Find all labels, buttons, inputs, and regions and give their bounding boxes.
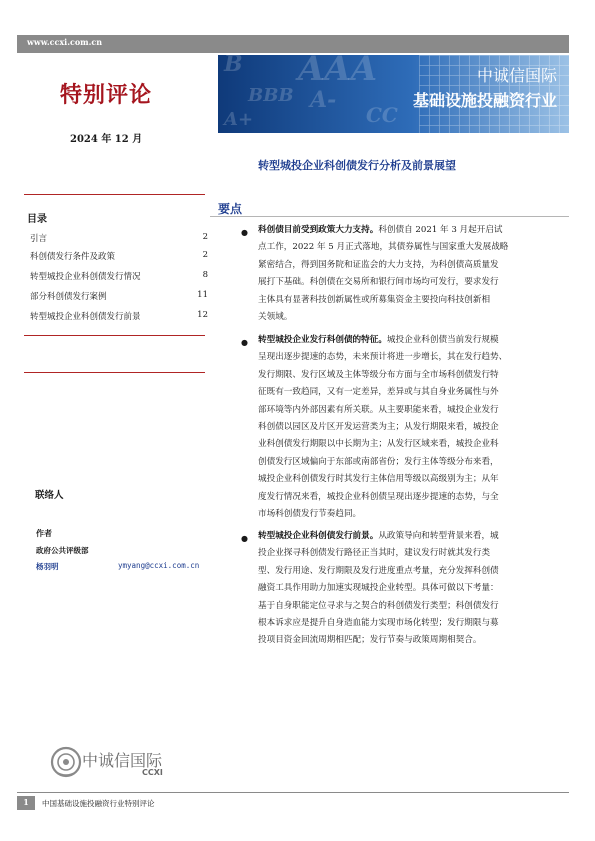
key-point-text: 展打下基础。科创债在交易所和银行间市场均可发行，要求发行 xyxy=(258,277,499,288)
key-point-text: 发行期限、发行区域及主体等级分布方面与全市场科创债发行特 xyxy=(258,369,499,380)
toc-item[interactable] xyxy=(30,290,208,302)
key-point-text: 紧密结合，得到国务院和证监会的大力支持，为科创债高质量发 xyxy=(258,259,499,270)
key-point-lead: 科创债目前受到政策大力支持。 xyxy=(258,225,379,235)
footer-rule xyxy=(17,792,569,793)
key-point-lead: 转型城投企业发行科创债的特征。 xyxy=(258,335,387,345)
banner-letter: B xyxy=(224,55,243,77)
key-point-text: 城投企业科创债发行时其发行主体信用等级以高级别为主；从年 xyxy=(258,474,499,485)
key-point-text: 从政策导向和转型背景来看，城 xyxy=(378,531,499,541)
banner-letter: BBB xyxy=(248,85,294,106)
toc-item-label: 转型城投企业科创债发行情况 xyxy=(30,272,141,282)
toc-item-page: 8 xyxy=(202,270,208,280)
author-department: 政府公共评级部 xyxy=(36,546,89,555)
key-point-text: 征既有一致趋同，又有一定差异，差异或与其自身业务属性与外 xyxy=(258,387,499,398)
page-number: 1 xyxy=(23,797,29,807)
key-point-lead: 转型城投企业科创债发行前景。 xyxy=(258,531,379,541)
key-point-text: 部环境等内外部因素有所关联。从主要职能来看，城投企业发行 xyxy=(258,404,499,415)
key-point-text: 科创债自 2021 年 3 月起开启试 xyxy=(378,225,503,235)
logo-name: 中诚信国际 xyxy=(82,751,163,770)
toc-top-rule xyxy=(24,194,205,195)
key-point-text: 投企业探寻科创债发行路径正当其时，建议发行时就其发行类 xyxy=(258,548,491,559)
author-name: 杨羽明 xyxy=(36,562,59,571)
top-bar xyxy=(17,35,569,53)
toc-item[interactable] xyxy=(30,270,208,282)
banner-letter: A+ xyxy=(224,109,254,130)
bullet-icon: ● xyxy=(241,338,248,347)
key-point-text: 关领域。 xyxy=(258,312,293,323)
footer-text: 中国基础设施投融资行业特别评论 xyxy=(42,799,155,808)
logo-sub: CCXI xyxy=(142,768,163,777)
banner-letter: AAA xyxy=(298,55,378,89)
contact-label: 联络人 xyxy=(35,490,64,501)
contact-divider xyxy=(24,372,205,373)
toc-item[interactable] xyxy=(30,250,208,262)
toc-item-page: 11 xyxy=(197,290,208,300)
key-point-1 xyxy=(258,222,566,326)
toc-item-page: 2 xyxy=(202,232,208,242)
key-point-text: 基于自身职能定位寻求与之契合的科创债发行类型；科创债发行 xyxy=(258,600,499,611)
key-point-text: 呈现出逐步提速的态势，未来预计将进一步增长，其在发行趋势、 xyxy=(258,352,508,363)
toc-title: 目录 xyxy=(27,214,47,225)
toc-item-page: 12 xyxy=(197,310,208,320)
toc-item-label: 引言 xyxy=(30,234,48,244)
author-label: 作者 xyxy=(36,528,52,538)
key-point-text: 业科创债发行期限以中长期为主；从发行区域来看，城投企业科 xyxy=(258,439,499,450)
key-point-3 xyxy=(258,528,566,650)
toc-item-label: 部分科创债发行案例 xyxy=(30,292,107,302)
header-banner xyxy=(218,55,569,133)
key-point-text: 度发行情况来看，城投企业科创债呈现出逐步提速的态势，与全 xyxy=(258,491,499,502)
key-point-text: 融资工具作用助力加速实现城投企业转型。具体可做以下考量： xyxy=(258,583,499,594)
key-point-text: 投项目资金回流周期相匹配；发行节奏与政策周期相契合。 xyxy=(258,635,482,646)
report-type: 特别评论 xyxy=(60,82,153,108)
key-point-2 xyxy=(258,332,566,523)
toc-item-label: 转型城投企业科创债发行前景 xyxy=(30,312,141,322)
report-title: 转型城投企业科创债发行分析及前景展望 xyxy=(258,159,456,172)
banner-industry: 基础设施投融资行业 xyxy=(412,91,557,110)
bullet-icon: ● xyxy=(241,534,248,543)
key-point-text: 主体具有显著科技创新属性或所募集资金主要投向科技创新相 xyxy=(258,294,491,305)
key-point-text: 点工作，2022 年 5 月正式落地，其债券属性与国家重大发展战略 xyxy=(258,242,509,253)
toc-item-label: 科创债发行条件及政策 xyxy=(30,252,116,262)
bullet-icon: ● xyxy=(241,228,248,237)
site-url[interactable]: www.ccxi.com.cn xyxy=(27,37,103,47)
key-point-text: 创债发行区域偏向于东部或南部省份；发行主体等级分布来看， xyxy=(258,456,499,467)
banner-company: 中诚信国际 xyxy=(476,66,557,85)
toc-item-page: 2 xyxy=(202,250,208,260)
key-point-text: 型、发行用途、发行期限及发行进度重点考量，充分发挥科创债 xyxy=(258,565,499,576)
key-points-heading: 要点 xyxy=(218,202,243,216)
key-point-text: 市场科创债发行节奏趋同。 xyxy=(258,509,362,520)
banner-letter: CC xyxy=(366,103,398,127)
toc-divider xyxy=(24,335,205,336)
key-point-text: 城投企业科创债当前发行规模 xyxy=(386,335,499,345)
publication-date: 2024 年 12 月 xyxy=(70,134,143,145)
toc-item[interactable] xyxy=(30,310,208,322)
banner-letter: A- xyxy=(310,87,337,113)
key-point-text: 根本诉求应是提升自身造血能力实现市场化转型；发行期限与募 xyxy=(258,618,499,629)
key-points-rule xyxy=(210,216,569,217)
toc-item[interactable] xyxy=(30,232,208,244)
key-point-text: 科创债以园区及片区开发运营类为主；从发行期限来看，城投企 xyxy=(258,422,499,433)
author-email[interactable]: ymyang@ccxi.com.cn xyxy=(118,561,200,570)
